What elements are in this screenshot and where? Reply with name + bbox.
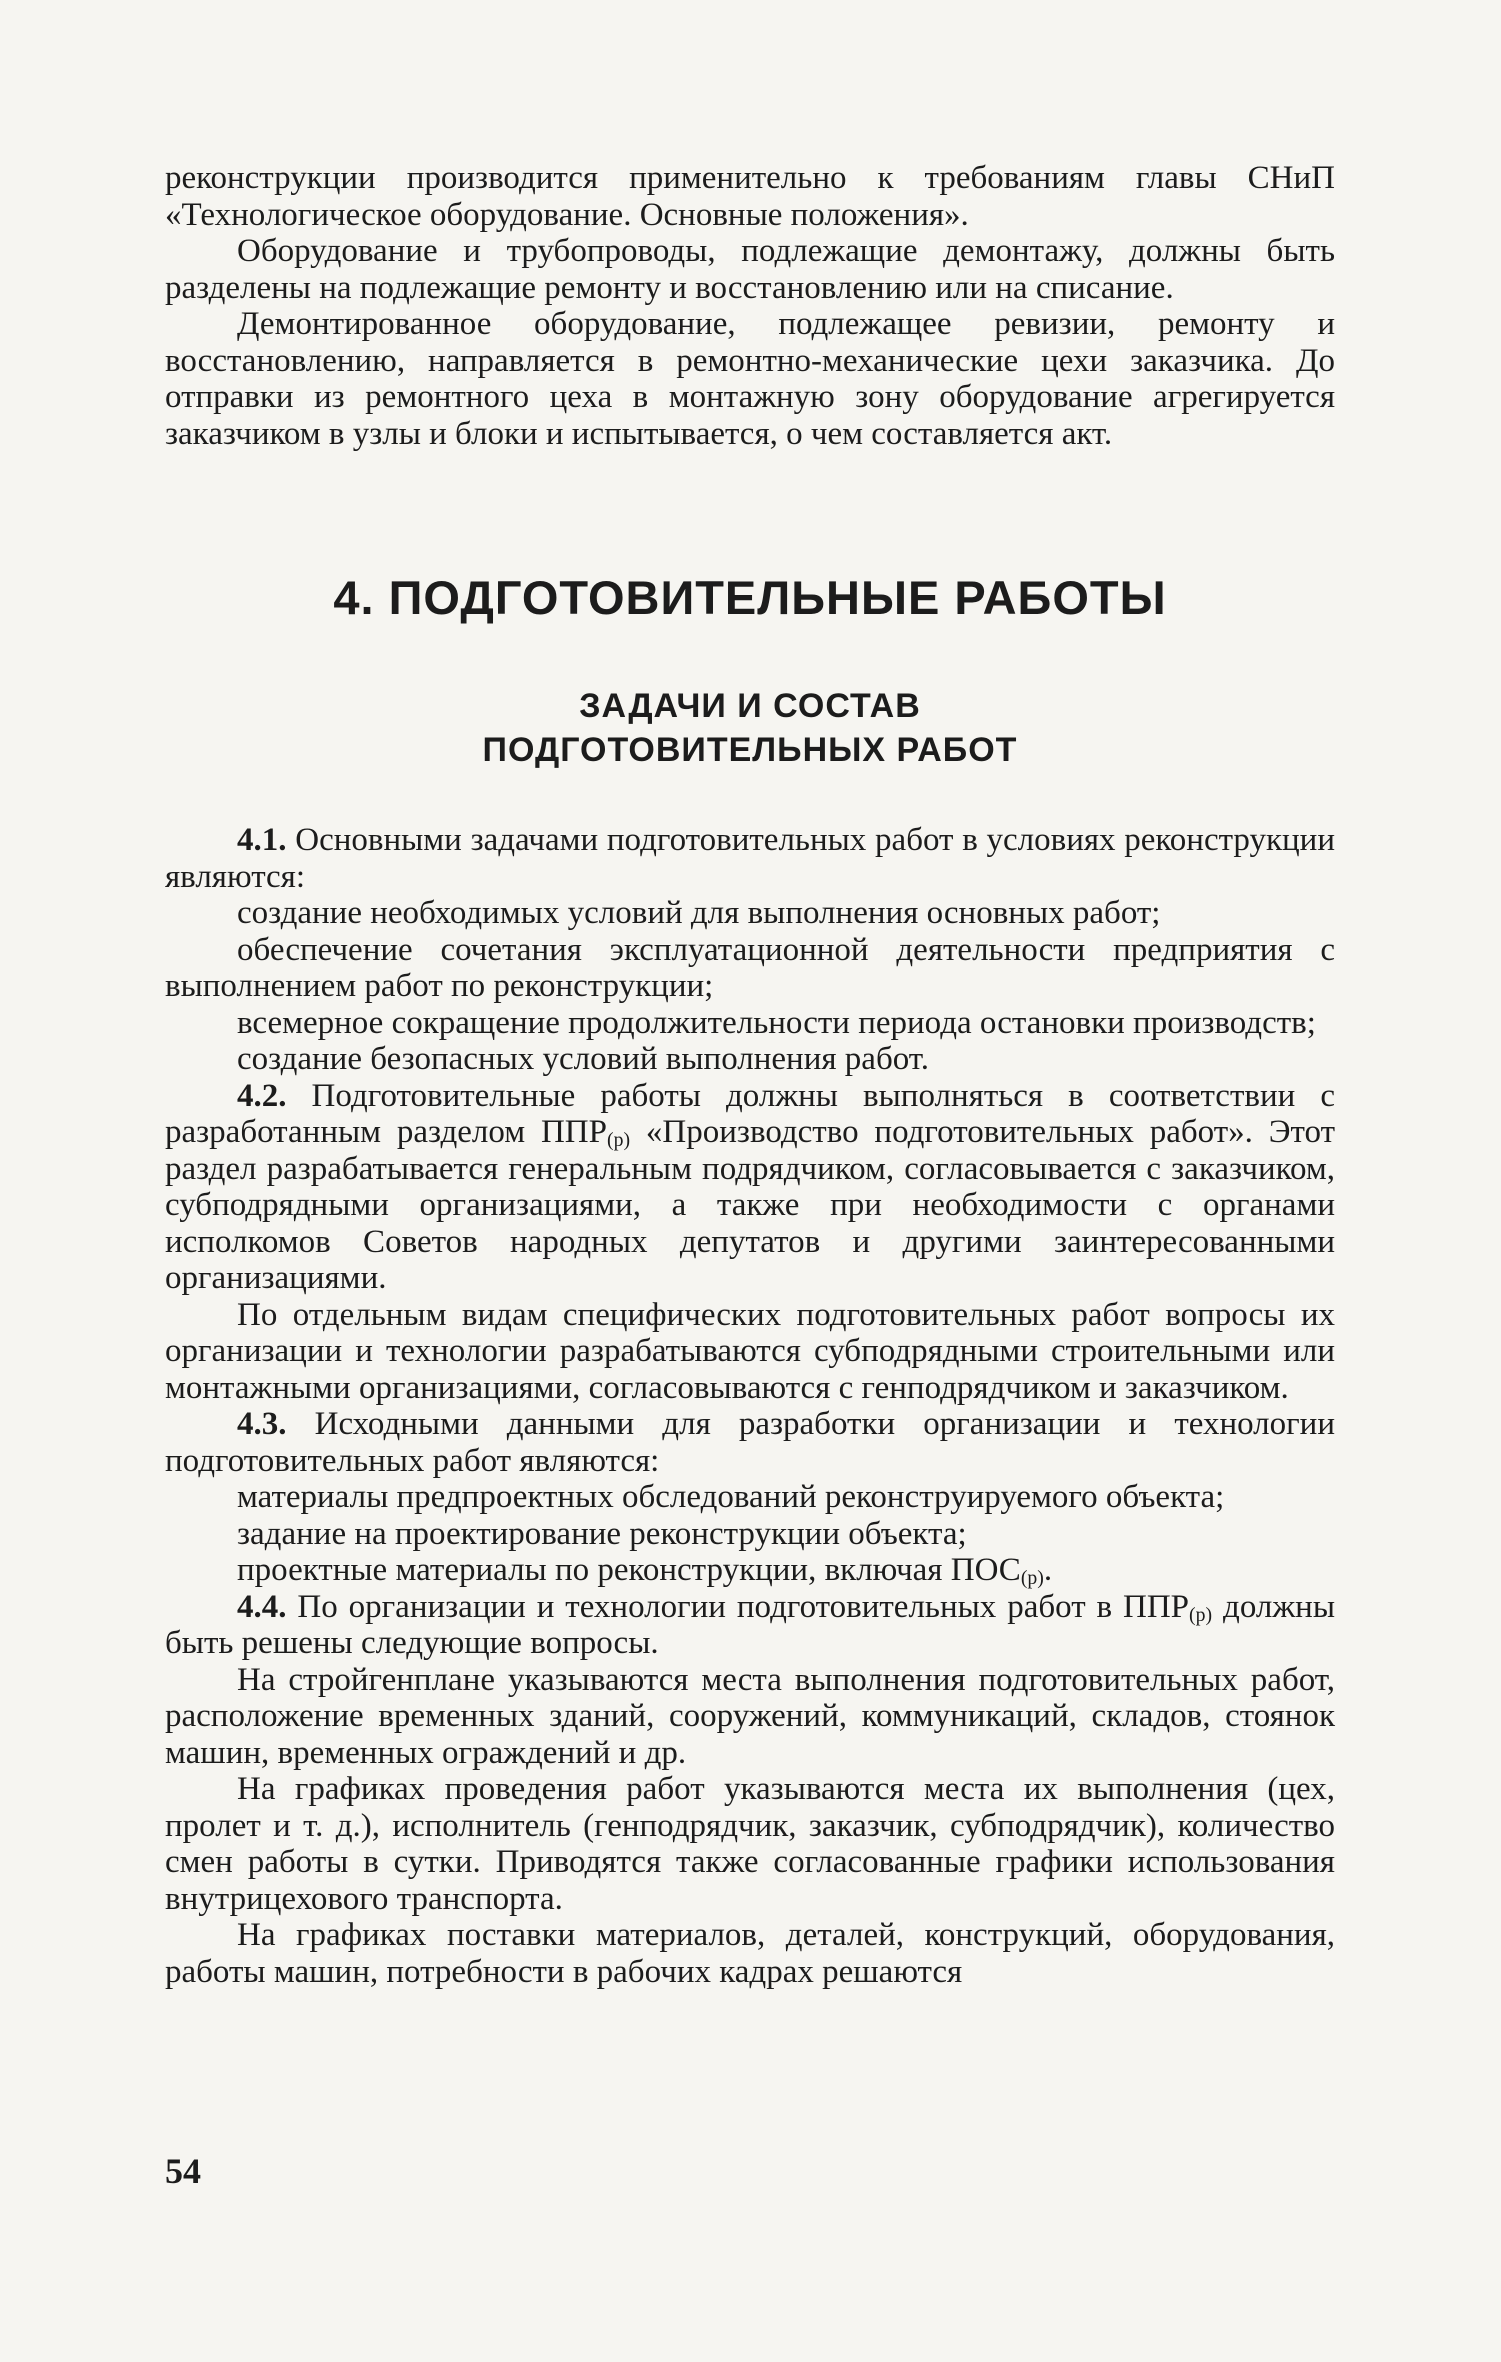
paragraph-4-1: [165, 822, 1335, 895]
list-item: создание необходимых условий для выполнения основных работ;: [237, 895, 1161, 931]
paragraph-4-4-supply: На графиках поставки материалов, деталей, конструкций, оборудования, работы машин, потребности в рабочих кадрах решаются: [165, 1917, 1335, 1990]
section-title-line-1: ЗАДАЧИ И СОСТАВ: [579, 687, 921, 725]
paragraph-text: Исходными данными для разработки организации и технологии подготовительных работ являются:: [165, 1406, 1335, 1479]
paragraph-4-4: [165, 1589, 1335, 1662]
intro-paragraph-3: Демонтированное оборудование, подлежащее ревизии, ремонту и восстановлению, направляется в ремонтно-механические цехи заказчика. До отправки из ремонтного цеха в монтажную зону оборудование агрегируется заказчиком в узлы и блоки и испытывается, о чем составляется акт.: [165, 306, 1335, 452]
list-item: обеспечение сочетания эксплуатационной деятельности предприятия с выполнением работ по реконструкции;: [165, 931, 1335, 1004]
paragraph-number: 4.3.: [237, 1406, 287, 1442]
list-item: всемерное сокращение продолжительности периода остановки производств;: [237, 1004, 1316, 1041]
paragraph-text: Подготовительные работы должны выполняться в соответствии с разработанным разделом ППР: [165, 1077, 1335, 1150]
page-number: 54: [165, 2151, 201, 2191]
subscript: (р): [1020, 1566, 1044, 1589]
paragraph-number: 4.4.: [237, 1588, 287, 1625]
subscript: (р): [607, 1128, 631, 1151]
section-title-line-2: ПОДГОТОВИТЕЛЬНЫХ РАБОТ: [482, 731, 1018, 769]
list-item-text: .: [1043, 1552, 1053, 1588]
paragraph-text: По организации и технологии подготовительных работ в ППР: [286, 1588, 1190, 1625]
paragraph-number: 4.1.: [237, 822, 287, 858]
paragraph-4-4-stroygenplan: На стройгенплане указываются места выполнения подготовительных работ, расположение временных зданий, сооружений, коммуникаций, складов, стоянок машин, временных ограждений и др.: [165, 1661, 1335, 1771]
paragraph-4-2: [165, 1078, 1335, 1297]
paragraph-text: Основными задачами подготовительных работ в условиях реконструкции являются:: [165, 822, 1335, 895]
paragraph-4-2-continued: По отдельным видам специфических подготовительных работ вопросы их организации и технологии разрабатываются субподрядными строительными или монтажными организациями, согласовываются с генподрядчиком и заказчиком.: [165, 1296, 1335, 1406]
list-item: [165, 1552, 1335, 1589]
paragraph-4-3: [165, 1406, 1335, 1479]
intro-paragraph-2: Оборудование и трубопроводы, подлежащие демонтажу, должны быть разделены на подлежащие ремонту и восстановлению или на списание.: [165, 233, 1335, 306]
list-item: создание безопасных условий выполнения работ.: [237, 1041, 929, 1077]
list-item: задание на проектирование реконструкции объекта;: [237, 1515, 967, 1552]
paragraph-4-4-schedules: На графиках проведения работ указываются места их выполнения (цех, пролет и т. д.), исполнитель (генподрядчик, заказчик, субподрядчик), количество смен работы в сутки. Приводятся также согласованные графики использования внутрицехового транспорта.: [165, 1771, 1335, 1917]
list-item-text: проектные материалы по реконструкции, включая ПОС: [237, 1552, 1021, 1588]
page-body: [165, 160, 1335, 1990]
paragraph-text: должны быть решены следующие вопросы.: [165, 1588, 1335, 1661]
section-title: [165, 684, 1335, 772]
paragraph-text: «Производство подготовительных работ». Этот раздел разрабатывается генеральным подрядчиком, согласовывается с заказчиком, субподрядными организациями, а также при необходимости с органами исполкомов Советов народных депутатов и другими заинтересованными организациями.: [165, 1114, 1335, 1296]
list-item: материалы предпроектных обследований реконструируемого объекта;: [237, 1479, 1225, 1515]
chapter-title: 4. ПОДГОТОВИТЕЛЬНЫЕ РАБОТЫ: [333, 571, 1167, 624]
subscript: (р): [1189, 1603, 1213, 1626]
intro-paragraph-1: реконструкции производится применительно к требованиям главы СНиП «Технологическое оборудование. Основные положения».: [165, 160, 1335, 233]
paragraph-number: 4.2.: [237, 1077, 287, 1114]
